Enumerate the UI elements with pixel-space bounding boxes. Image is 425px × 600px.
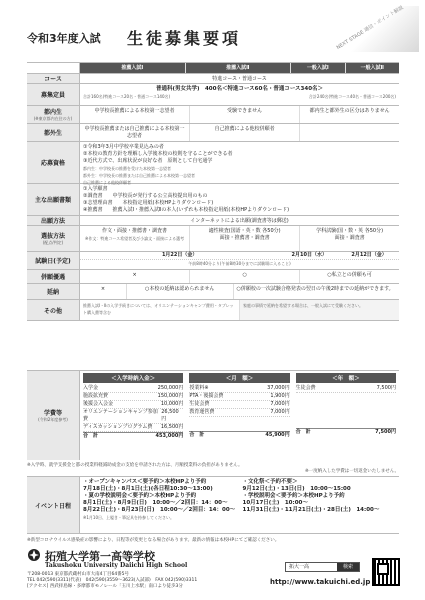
- capacity-label: 募集定員: [27, 84, 80, 105]
- course-label: コース: [27, 74, 80, 83]
- events-label: イベント日程: [27, 477, 80, 533]
- qr-code-icon[interactable]: [372, 558, 400, 586]
- fee-line: 授業料※ 37,000円: [189, 385, 290, 391]
- capacity-sub1: 合計160名(特進コース20名・普通コース140名): [83, 94, 171, 99]
- outside-label: 都外生: [27, 124, 80, 141]
- ev4-title: ・学校説明会＜要予約＞本校HPより予約: [242, 493, 345, 499]
- school-name-en: Takushoku University Daiichi High School: [45, 562, 188, 569]
- method-c2: 面接・調査書: [334, 235, 365, 241]
- other-grey: 家庭の事情で延納を希望する場合は、一般入試にて受験ください。: [243, 303, 363, 308]
- fees-entry-column: ＜入学時納入金＞ 入学金 250,000円 施設拡充費 150,000円 後援会入会金 10,000円 オリエンテーションキャンプ参加費 26,500円 ディスカッションプログラム費 16,500円 合 計 453,000円: [80, 371, 186, 460]
- ev4-date2: 11月31日(土)・11月21日(土)・28日(土) 14:00〜: [242, 507, 380, 513]
- apply-value: インターネットによる出願(調査書等は郵送): [190, 218, 289, 224]
- col-ippan2: 一般入試Ⅱ: [346, 63, 399, 73]
- col-suisen2: 推薦入試Ⅱ: [186, 63, 292, 73]
- page-header: [0, 0, 425, 58]
- heigan-label: 併願優遇: [27, 270, 80, 283]
- date-c: 2月12日（金）: [351, 252, 387, 258]
- heigan-b: ○: [190, 270, 300, 283]
- fee-line: PTA・後援会費 1,900円: [189, 393, 290, 399]
- docs-2: ②調査書 中学校長が発行する公立高校提出用のもの: [83, 193, 208, 199]
- ev2-title: ・夏の学校説明会＜要予約＞本校HPより予約: [83, 493, 197, 499]
- method-a2: ※作文：特進コース希望者及び小論文・面接による選考: [84, 236, 185, 241]
- apply-label: 出願方法: [27, 216, 80, 225]
- fees-annual-column: ＜年 額＞ 生徒会費 7,500円 合 計 7,500円: [293, 371, 399, 460]
- inside-b: 受験できません: [190, 106, 300, 123]
- enki-label: 延納: [27, 284, 80, 299]
- method-b2: 面接・推薦書・調査書: [219, 235, 270, 241]
- qual-1: ①令和3年3月中学校卒業見込みの者: [83, 144, 164, 150]
- fee-line: ディスカッションプログラム費 16,500円: [83, 424, 184, 430]
- corner-decoration: [335, 4, 419, 52]
- date-b: 2月10日（水）: [291, 252, 327, 258]
- events-section: [27, 476, 399, 534]
- qual-2: ②本校の教育方針を理解し入学後本校の校則を守ることができる者: [83, 151, 233, 157]
- fees-monthly-column: ＜月 額＞ 授業料※ 37,000円 PTA・後援会費 1,900円 生徒会費 7,000円 教育運営費 7,000円 合 計 45,900円: [186, 371, 292, 460]
- fee-line: 教育運営費 7,000円: [189, 409, 290, 415]
- main-title: 生徒募集要項: [127, 29, 242, 48]
- search-query: 拓大一高: [289, 564, 310, 570]
- ev2-date2: 8月22日(土)・8月23日(日) 10:00〜／2回目：14：00〜: [83, 507, 236, 513]
- heigan-c: ○私立との併願も可: [327, 272, 372, 278]
- year-title: 令和3年度入試: [27, 32, 101, 45]
- other-text: 推薦入試Ⅰ・Ⅱの入学手続きについては、オリエンテーションキャンプ費用・タブレット購入費等含む: [83, 303, 234, 315]
- qual-label: 応募資格: [27, 142, 80, 183]
- method-label: 選抜方法 (配点/判定): [27, 226, 80, 251]
- fee-line: 入学金 250,000円: [83, 385, 184, 391]
- inside-label: 都内生 (※東京都内在住の方): [27, 106, 80, 123]
- corner-tag-text: NEXT STAGE 通信・ポイント解説: [335, 4, 405, 52]
- school-name: 拓殖大学第一高等学校: [45, 550, 155, 563]
- docs-label: 主な出願書類: [27, 184, 80, 215]
- fee-line: 生徒会費 7,500円: [295, 385, 396, 391]
- enki-b: ○本校の延納は認められません: [127, 284, 234, 299]
- school-address: 〒208-0013 東京都武蔵村山市大南4丁目64番5号 TEL 042(590)3311(代表) 042(590)3559〜3623(入試部) FAX 042(590)3311 [アクセス] 西武拝島線・多摩都市モノレール「玉川上水駅」南口より徒歩3分: [27, 572, 198, 589]
- fee-line: 生徒会費 7,000円: [189, 401, 290, 407]
- date-a: 1月22日（金）: [161, 252, 198, 258]
- method-c1: 学科試験(国・数・英 各50分): [316, 228, 384, 234]
- docs-4: ④推薦書 推薦入試Ⅰ・推薦入試Ⅱの本人(いずれも本校指定用紙(本校HPよりダウンロード): [83, 207, 290, 213]
- footer-note: ※新型コロナウイルス感染症の影響により、日程等が変更となる場合があります。最新の情報は本校HPにてご確認ください。: [27, 538, 280, 543]
- enki-a: ×: [80, 284, 127, 299]
- school-url[interactable]: http://www.takuichi.ed.jp: [270, 578, 371, 586]
- ev4-date1: 10月17日(土) 10:00〜: [242, 500, 308, 506]
- ev3-title: ・文化祭＜予約不要＞: [242, 479, 298, 485]
- fees-section: [27, 370, 399, 460]
- other-label: その他: [27, 300, 80, 320]
- inside-a: 中学校長推薦による本校第一志望者: [80, 106, 190, 123]
- qual-3: ③近代方式で、出席状況が良好な者 原則として自宅通学: [83, 158, 213, 164]
- qual-note1: 都内生：中学校長の推薦を受けた本校第一志望者: [83, 166, 171, 171]
- docs-3: ③志望理由書 本校指定用紙(本校HPよりダウンロード): [83, 200, 214, 206]
- enki-c: ○併願校の一次試験合格発表の翌日の午後2時までの延納ができます。: [236, 286, 394, 292]
- fees-label: 学費等 (令和2年度参考): [27, 371, 80, 460]
- outside-b: 自己推薦による他校併願者: [190, 124, 300, 141]
- ev1-title: ・オープンキャンパス＜要予約＞本校HPより予約: [83, 479, 207, 485]
- docs-1: ①入学願書: [83, 186, 108, 192]
- fee-line: オリエンテーションキャンプ参加費 26,500円: [83, 409, 183, 424]
- outside-a: 中学校長推薦または自己推薦による本校第一志望者: [80, 124, 190, 141]
- capacity-main: 普通科(男女共学) 400名＜特進コース60名・普通コース340名＞: [155, 86, 324, 92]
- col-ippan1: 一般入試Ⅰ: [291, 63, 345, 73]
- ev3-date: 9月12日(土)・13日(日) 10:00〜15:00: [242, 486, 351, 492]
- fee-line: 施設拡充費 150,000円: [83, 393, 184, 399]
- fee-notes: ※入学時、就学支援金と都の授業料軽減助成金の支給を申請された方は、月額授業料の負担がありません。 ※一度納入した学費は一切返金いたしません。: [27, 463, 399, 474]
- search-button[interactable]: 検索: [337, 563, 359, 571]
- fee-line: 後援会入会金 10,000円: [83, 401, 184, 407]
- admission-table: [27, 62, 399, 321]
- ev2-date1: 8月1日(土)・8月9日(日) 10:00〜／2回目：14：00〜: [83, 500, 228, 506]
- school-logo-icon: [27, 548, 41, 562]
- capacity-sub2: 合計240名(特進コース40名・普通コース200名): [308, 94, 396, 99]
- heigan-a: ×: [80, 270, 190, 283]
- ev2-note: ※1月10日、上履き・筆記具を持参してください。: [83, 515, 174, 520]
- col-suisen1: 推薦入試Ⅰ: [80, 63, 186, 73]
- qual-note2: 都外生：中学校長の推薦または自己推薦による本校第一志望者: [83, 173, 195, 178]
- method-b1: 適性検査(国語・英・数 各50分): [208, 228, 281, 234]
- course-value: 特進コース・普通コース: [212, 76, 267, 82]
- inside-c: 都内生と都外生の区分はありません: [309, 108, 390, 114]
- qual-note3: 自己推薦による他校併願者: [83, 180, 131, 185]
- search-box[interactable]: [285, 562, 360, 572]
- method-a1: 作文・面接・推薦書・調査書: [102, 228, 168, 234]
- date-note: 午前8時40分より(午前8時30分までに試験場に入ること): [188, 261, 291, 266]
- date-label: 試験日(予定): [27, 252, 80, 269]
- ev1-date: 7月18日(土)・8月1日(土)(各日程10:30〜13:00): [83, 486, 213, 492]
